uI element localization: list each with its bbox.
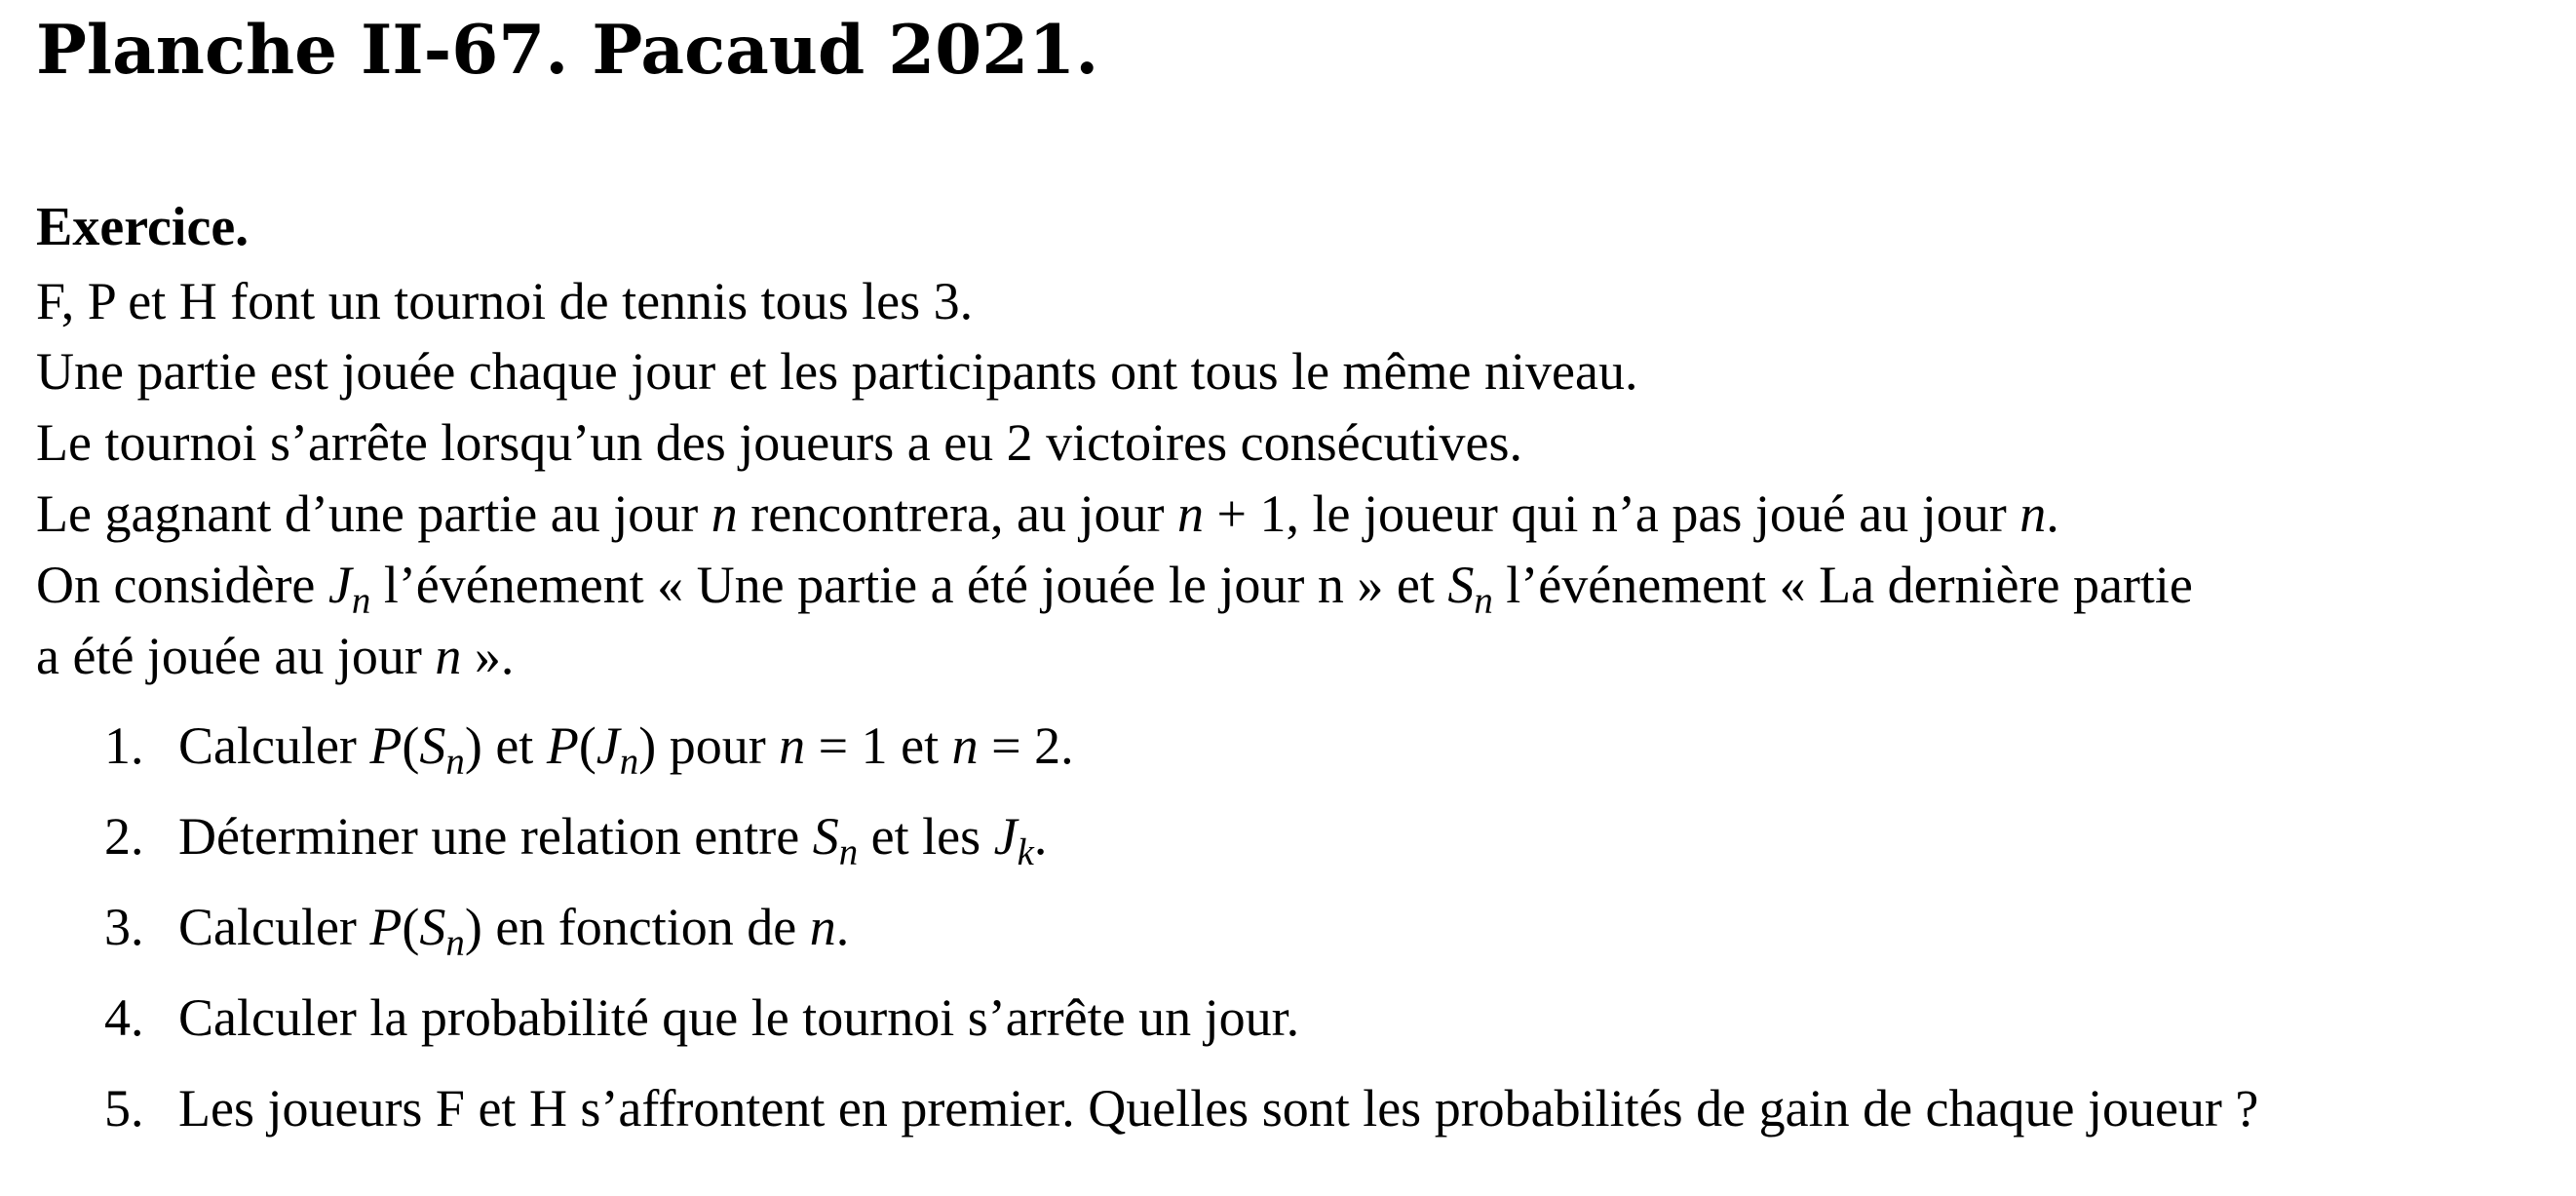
text-segment: l’événement « La dernière partie bbox=[1492, 556, 2193, 614]
math-variable-n: n bbox=[951, 716, 979, 775]
text-segment: pour bbox=[656, 716, 780, 775]
question-text: Les joueurs F et H s’affrontent en premier. Quelles sont les probabilités de gain de chaque joueur ? bbox=[178, 1079, 2259, 1138]
question-number: 2. bbox=[104, 807, 144, 866]
math-subscript: n bbox=[445, 740, 465, 783]
question-item bbox=[104, 807, 1048, 873]
math-variable-n: n bbox=[1177, 484, 1204, 543]
math-variable-s: S bbox=[1447, 556, 1475, 614]
math-paren: ( bbox=[578, 716, 596, 775]
statement-line-2: Une partie est jouée chaque jour et les participants ont tous le même niveau. bbox=[36, 342, 1638, 401]
text-segment: . bbox=[2046, 484, 2059, 543]
text-segment: Le gagnant d’une partie au jour bbox=[36, 484, 711, 543]
question-number: 3. bbox=[104, 898, 144, 956]
question-text bbox=[178, 807, 1048, 873]
text-segment: et bbox=[481, 716, 547, 775]
math-operator: + 1 bbox=[1204, 484, 1287, 543]
statement-line-5 bbox=[36, 556, 2193, 622]
math-variable-n: n bbox=[779, 716, 806, 775]
math-variable-n: n bbox=[435, 627, 462, 685]
math-equation: = 1 bbox=[805, 716, 888, 775]
question-text: Calculer la probabilité que le tournoi s’arrête un jour. bbox=[178, 988, 1300, 1047]
math-variable-n: n bbox=[2019, 484, 2047, 543]
text-segment: . bbox=[835, 898, 850, 956]
text-segment: , le joueur qui n’a pas joué au jour bbox=[1286, 484, 2020, 543]
text-segment: l’événement « Une partie a été jouée le jour n » et bbox=[370, 556, 1448, 614]
math-function-p: P bbox=[369, 716, 403, 775]
question-item bbox=[104, 1080, 2258, 1138]
math-subscript: n bbox=[1474, 579, 1493, 622]
text-segment: . bbox=[1060, 716, 1074, 775]
text-segment: en fonction de bbox=[481, 898, 810, 956]
math-variable-j: J bbox=[596, 716, 620, 775]
math-variable-j: J bbox=[993, 807, 1018, 866]
text-segment: Calculer bbox=[178, 898, 370, 956]
question-number: 1. bbox=[104, 716, 144, 775]
math-subscript: n bbox=[619, 740, 639, 783]
text-segment: et les bbox=[858, 807, 994, 866]
question-item bbox=[104, 898, 850, 964]
math-variable-j: J bbox=[327, 556, 352, 614]
math-subscript: n bbox=[838, 830, 859, 873]
math-subscript: k bbox=[1017, 830, 1034, 873]
math-paren: ) bbox=[464, 716, 482, 775]
text-segment: et bbox=[887, 716, 952, 775]
page-title: Planche II-67. Pacaud 2021. bbox=[36, 11, 1099, 90]
question-number: 5. bbox=[104, 1079, 144, 1138]
statement-line-6 bbox=[36, 628, 514, 685]
question-item bbox=[104, 989, 1299, 1047]
math-paren: ) bbox=[638, 716, 657, 775]
text-segment: a été jouée au jour bbox=[36, 627, 436, 685]
math-variable-s: S bbox=[419, 716, 446, 775]
math-variable-s: S bbox=[419, 898, 446, 956]
math-paren: ) bbox=[464, 898, 482, 956]
text-segment: Déterminer une relation entre bbox=[178, 807, 813, 866]
math-variable-n: n bbox=[809, 898, 836, 956]
math-subscript: n bbox=[445, 921, 465, 964]
text-segment: On considère bbox=[36, 556, 328, 614]
math-function-p: P bbox=[546, 716, 579, 775]
math-subscript: n bbox=[351, 579, 371, 622]
math-equation: = 2 bbox=[978, 716, 1061, 775]
question-text bbox=[178, 898, 850, 964]
statement-line-3: Le tournoi s’arrête lorsqu’un des joueurs a eu 2 victoires consécutives. bbox=[36, 413, 1523, 472]
question-item bbox=[104, 716, 1074, 783]
statement-line-4 bbox=[36, 485, 2059, 543]
question-number: 4. bbox=[104, 988, 144, 1047]
text-segment: Calculer bbox=[178, 716, 370, 775]
math-variable-s: S bbox=[812, 807, 839, 866]
math-variable-n: n bbox=[711, 484, 738, 543]
math-function-p: P bbox=[369, 898, 403, 956]
text-segment: ». bbox=[461, 627, 515, 685]
exercise-heading: Exercice. bbox=[36, 197, 250, 257]
text-segment: rencontrera, au jour bbox=[737, 484, 1177, 543]
question-text bbox=[178, 716, 1074, 783]
math-paren: ( bbox=[402, 716, 420, 775]
math-paren: ( bbox=[402, 898, 420, 956]
text-segment: . bbox=[1033, 807, 1048, 866]
statement-line-1: F, P et H font un tournoi de tennis tous les 3. bbox=[36, 272, 974, 330]
